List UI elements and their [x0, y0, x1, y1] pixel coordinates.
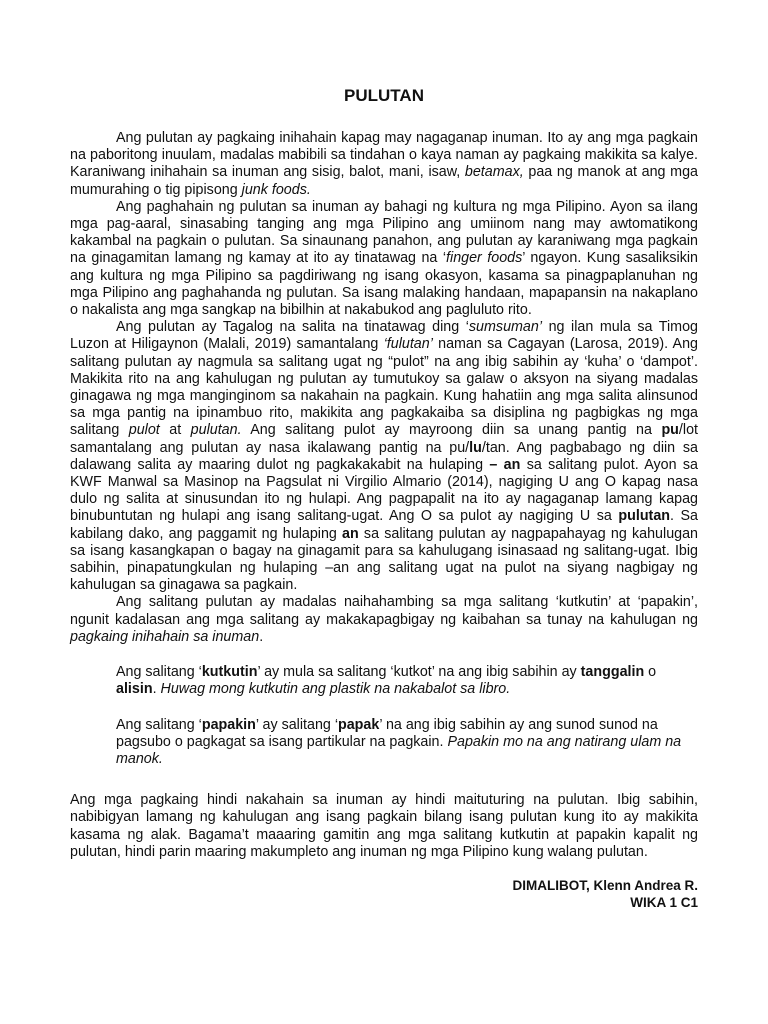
text-run: Ang pulutan ay pagkaing inihahain kapag may nagaganap inuman. Ito ay ang mga pagkain na paboritong inuulam, madalas mabibili sa tindahan o kaya naman ay pagkaing makikita sa kalye. Karaniwang inihahain sa inuman ang sisig, balot, mani, isaw, — [70, 130, 698, 181]
text-run: o — [644, 664, 657, 681]
text-run: ng ilan mula sa Timog Luzon at Hiligaynon (Malali, 2019) samantalang — [70, 319, 698, 353]
text-run: paa ng manok at ang mga mumurahing o tig pipisong — [70, 164, 698, 198]
text-run: an — [342, 525, 359, 542]
course-code: WIKA 1 C1 — [630, 894, 698, 910]
text-run: betamax, — [464, 164, 524, 181]
author-name: DIMALIBOT, Klenn Andrea R. — [512, 877, 698, 893]
text-run: ’ na ang ibig sabihin ay ang sunod sunod na pagsubo o pagkagat sa isang partikular na pagkain. — [116, 716, 658, 750]
text-run: . — [259, 628, 264, 645]
text-run: alisin — [116, 681, 153, 698]
text-run: – an — [489, 456, 521, 473]
text-run: Ang mga pagkaing hindi nakahain sa inuman ay hindi maituturing na pulutan. Ibig sabihin, nabibigyan lamang ng kahulugan ang isang pagkain bilang isang pulutan kung ito ay makikita kasama ng alak. Bagama’t maaaring gamitin ang mga salitang kutkutin at papakin kapalit ng pulutan, hindi parin maaring makumpleto ang inuman ng mga Pilipino kung walang pulutan. — [70, 792, 698, 860]
text-run: Papakin mo na ang natirang ulam na manok. — [116, 733, 682, 767]
text-run: pagkaing inihahain sa inuman — [70, 628, 260, 645]
text-run: Ang salitang pulot ay mayroong diin sa unang pantig na — [241, 422, 662, 439]
text-run: ’ ngayon. Kung sasaliksikin ang kultura ng mga Pilipino sa pagdiriwang ng isang okasyon, kasama sa pinagpaplanuhan ng mga Pilipino ang paghahanda ng pulutan. Sa isang malaking handaan, mapapansin na nakaplano o nakalista ang mga sangkap na bibilhin at nakabukod ang pagluluto rito. — [70, 250, 698, 319]
definition-papakin — [116, 717, 698, 769]
text-run: Ang paghahain ng pulutan sa inuman ay bahagi ng kultura ng mga Pilipino. Ayon sa ilang mga pag-aaral, sinasabing tanging ang mga Pilipino ang umiinom nang may awtomatikong kakambal na pagkain o pulutan. Sa sinaunang panahon, ang pulutan ay karaniwang mga pagkain na ginagamitan lamang ng kamay at ito ay tinatawag na ‘ — [70, 198, 698, 267]
text-run: pulutan. — [190, 422, 242, 439]
text-run: Ang salitang ‘ — [116, 664, 202, 681]
text-run: pulutan — [618, 508, 671, 525]
text-run: sumsuman’ — [468, 319, 543, 336]
text-run: lu — [469, 439, 482, 456]
definition-kutkutin — [116, 664, 698, 698]
paragraph-etymology — [70, 319, 698, 594]
text-run: ’ ay salitang ‘ — [255, 716, 338, 733]
text-run: kutkutin — [201, 664, 258, 681]
text-run: finger foods — [446, 250, 523, 267]
paragraph-conclusion — [70, 792, 698, 861]
text-run: /lot samantalang ang pulutan ay nasa ikalawang pantig na pu/ — [70, 422, 698, 456]
text-run: Ang salitang pulutan ay madalas naihahambing sa mga salitang ‘kutkutin’ at ‘papakin’, ngunit kadalasan ang mga salitang ay makakapagbigay ng kaibahan sa tunay na kahulugan ng — [70, 594, 698, 628]
spacer — [70, 699, 698, 717]
text-run: tanggalin — [580, 664, 645, 681]
text-run: Ang pulutan ay Tagalog na salita na tinatawag ding ‘ — [116, 319, 469, 336]
spacer — [70, 646, 698, 664]
text-run: naman sa Cagayan (Larosa, 2019). Ang salitang pulutan ay nagmula sa salitang ugat ng “pulot” na ang ibig sabihin ay ‘kuha’ o ‘dampot’. Makikita rito na ang kahulugan ng pulutan ay tumutukoy sa galaw o aksyon na siyang madalas ginagawa ng mga manginginom sa nakahain na pagkain. Kung hahatiin ang mga salita alinsunod sa mga pantig na ipinambuo rito, makikita ang pagkakaiba sa disiplina ng pagbigkas ng mga salitang — [70, 336, 698, 439]
text-run: Huwag mong kutkutin ang plastik na nakabalot sa libro. — [160, 681, 511, 698]
page-title: PULUTAN — [344, 86, 424, 105]
text-run: Ang salitang ‘ — [116, 716, 202, 733]
paragraph-intro — [70, 130, 698, 199]
text-run: at — [159, 422, 191, 439]
paragraph-culture — [70, 199, 698, 319]
text-run: sa salitang pulot. Ayon sa KWF Manwal sa Masinop na Pagsulat ni Virgilio Almario (2014), nagiging U ang O kapag nasa dulo ng salita at sinusundan ito ng hulapi. Ang pagpapalit na ito ay nagaganap lamang kapag binubuntutan ng hulapi ang isang salitang-ugat. Ang O sa pulot ay nagiging U sa — [70, 456, 698, 525]
text-run: pu — [661, 422, 679, 439]
signature-block — [70, 877, 698, 911]
text-run: pulot — [128, 422, 160, 439]
text-run: /tan. Ang pagbabago ng diin sa dalawang salita ay maaring dulot ng pagkakakabit na hulaping — [70, 439, 698, 473]
text-run: ‘fulutan’ — [383, 336, 433, 353]
text-run: . Sa kabilang dako, ang paggamit ng hulaping — [70, 508, 698, 542]
text-run: papakin — [201, 716, 256, 733]
text-run: . — [152, 681, 161, 698]
text-run: junk foods. — [241, 181, 311, 198]
text-run: papak — [338, 716, 380, 733]
text-run: ’ ay mula sa salitang ‘kutkot’ na ang ibig sabihin ay — [257, 664, 581, 681]
text-run: sa salitang pulutan ay nagpapahayag ng kahulugan sa isang kasangkapan o bagay na ginagamit para sa kahulugang isinasaad ng salitang-ugat. Ibig sabihin, pinapatungkulan ng hulaping –an ang salitang ugat na pulot na siyang nagbigay ng kahulugan sa ginagawa sa pagkain. — [70, 525, 698, 594]
spacer — [70, 768, 698, 792]
paragraph-comparison — [70, 594, 698, 646]
